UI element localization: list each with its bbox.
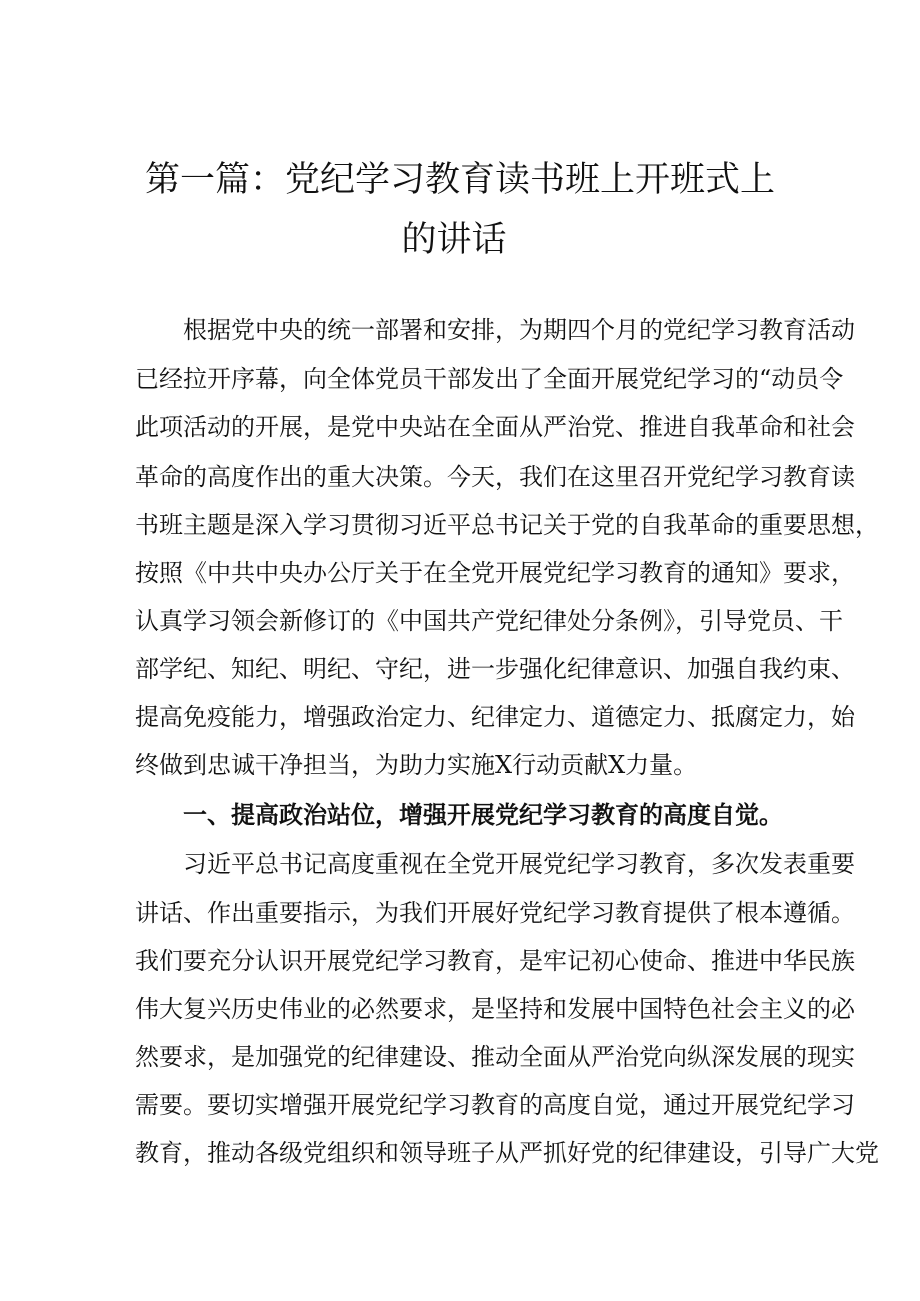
paragraph-1-line: 认真学习领会新修订的《中国共产党纪律处分条例》，引导党员、干: [135, 607, 843, 635]
document-title-line-1: 第一篇：党纪学习教育读书班上开班式上: [144, 160, 775, 200]
paragraph-1-line: 部学纪、知纪、明纪、守纪，进一步强化纪律意识、加强自我约束、: [135, 655, 855, 683]
paragraph-1-line: 按照《中共中央办公厅关于在全党开展党纪学习教育的通知》要求，: [135, 559, 855, 587]
document-title-line-2: 的讲话: [401, 220, 507, 260]
paragraph-1-line: 此项活动的开展，是党中央站在全面从严治党、推进自我革命和社会: [135, 413, 855, 441]
paragraph-1-line: 终做到忠诚干净担当，为助力实施X行动贡献X力量。: [135, 751, 698, 779]
section-heading: 一、提高政治站位，增强开展党纪学习教育的高度自觉。: [183, 801, 783, 829]
paragraph-2-line: 教育，推动各级党组织和领导班子从严抓好党的纪律建设，引导广大党: [135, 1139, 879, 1167]
paragraph-2-line: 需要。要切实增强开展党纪学习教育的高度自觉，通过开展党纪学习: [135, 1091, 855, 1119]
paragraph-1-line: 革命的高度作出的重大决策。今天，我们在这里召开党纪学习教育读: [135, 463, 855, 491]
paragraph-1-line: 提高免疫能力，增强政治定力、纪律定力、道德定力、抵腐定力，始: [135, 703, 855, 731]
paragraph-2-line: 习近平总书记高度重视在全党开展党纪学习教育，多次发表重要: [183, 850, 855, 878]
paragraph-2-line: 我们要充分认识开展党纪学习教育，是牢记初心使命、推进中华民族: [135, 947, 855, 975]
paragraph-2-line: 讲话、作出重要指示，为我们开展好党纪学习教育提供了根本遵循。: [135, 899, 855, 927]
paragraph-1-line: 书班主题是深入学习贯彻习近平总书记关于党的自我革命的重要思想，: [135, 511, 879, 539]
paragraph-2-line: 伟大复兴历史伟业的必然要求，是坚持和发展中国特色社会主义的必: [135, 995, 855, 1023]
paragraph-1-line: 根据党中央的统一部署和安排，为期四个月的党纪学习教育活动: [183, 316, 855, 344]
paragraph-1-line: 已经拉开序幕，向全体党员干部发出了全面开展党纪学习的“动员令: [135, 365, 844, 393]
paragraph-2-line: 然要求，是加强党的纪律建设、推动全面从严治党向纵深发展的现实: [135, 1043, 855, 1071]
